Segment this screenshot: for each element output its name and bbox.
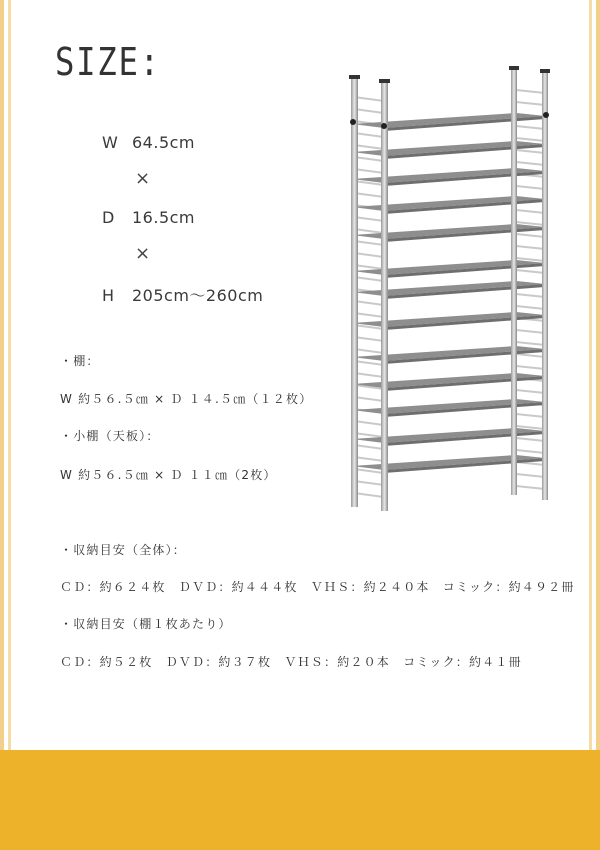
times-sign: × <box>135 168 151 189</box>
width-value: 64.5cm <box>132 133 196 152</box>
side-rung <box>354 421 384 425</box>
capacity-total-heading: ・収納目安（全体）： <box>60 543 187 557</box>
side-rung <box>516 294 545 297</box>
side-rung <box>354 145 384 149</box>
side-rung <box>516 354 545 357</box>
side-rung <box>354 169 384 173</box>
side-rung <box>354 361 384 365</box>
front-pole-right <box>381 83 388 511</box>
side-rung <box>516 90 545 93</box>
capacity-per: ＣＤ：約５２枚 ＤＶＤ：約３７枚 ＶＨＳ：約２０本 コミック：約４１冊 <box>60 655 522 669</box>
side-rung <box>354 481 384 485</box>
side-rung <box>354 445 384 449</box>
depth-key: D <box>102 208 115 227</box>
side-rung <box>354 253 384 257</box>
pole-joint <box>381 123 387 129</box>
side-rung <box>516 438 545 441</box>
side-rung <box>516 450 545 453</box>
side-rung <box>354 373 384 377</box>
times-sign: × <box>135 243 151 264</box>
depth-dimension <box>102 208 195 227</box>
side-rung <box>516 186 545 189</box>
pole-cap <box>509 66 519 70</box>
shelf-size: W 約５６.５㎝ × Ｄ １４.５㎝（１２枚） <box>60 392 313 406</box>
side-rung <box>354 397 384 401</box>
side-rung <box>354 109 384 113</box>
side-rung <box>354 133 384 137</box>
side-rung <box>354 433 384 437</box>
side-rung <box>516 270 545 273</box>
pole-cap <box>349 75 360 79</box>
capacity-total: ＣＤ：約６２４枚 ＤＶＤ：約４４４枚 ＶＨＳ：約２４０本 コミック：約４９２冊 <box>60 580 575 594</box>
pole-cap <box>379 79 390 83</box>
side-rung <box>516 330 545 333</box>
width-key: W <box>102 133 119 152</box>
side-rung <box>516 306 545 309</box>
side-rung <box>354 469 384 473</box>
side-rung <box>354 301 384 305</box>
page-title: SIZE: <box>55 40 161 84</box>
side-rung <box>354 313 384 317</box>
side-rung <box>354 229 384 233</box>
side-rung <box>354 157 384 161</box>
side-rung <box>516 138 545 141</box>
left-border-stripe-inner <box>8 0 11 750</box>
pole-joint <box>350 119 356 125</box>
side-rung <box>354 217 384 221</box>
width-dimension <box>102 133 195 152</box>
side-rung <box>516 390 545 393</box>
depth-value: 16.5cm <box>132 208 196 227</box>
small-shelf-size: W 約５６.５㎝ × Ｄ １１㎝（2枚） <box>60 468 277 482</box>
side-rung <box>354 97 384 101</box>
side-rung <box>516 210 545 213</box>
pole-cap <box>540 69 550 73</box>
shelf-heading: ・棚： <box>60 354 100 368</box>
side-rung <box>354 193 384 197</box>
side-rung <box>354 337 384 341</box>
side-rung <box>354 277 384 281</box>
side-rung <box>516 246 545 249</box>
side-rung <box>354 349 384 353</box>
side-rung <box>516 126 545 129</box>
left-border-stripe <box>0 0 4 750</box>
right-border-stripe <box>596 0 600 750</box>
side-rung <box>516 414 545 417</box>
back-pole-right <box>511 70 517 495</box>
height-value: 205cm〜260cm <box>132 286 264 305</box>
shelf-product-illustration <box>330 55 570 525</box>
side-rung <box>516 162 545 165</box>
side-rung <box>354 457 384 461</box>
side-rung <box>516 150 545 153</box>
footer-band <box>0 750 600 850</box>
capacity-per-heading: ・収納目安（棚１枚あたり） <box>60 617 232 631</box>
side-rung <box>516 342 545 345</box>
side-rung <box>354 493 384 497</box>
height-key: H <box>102 286 115 305</box>
small-shelf-heading: ・小棚（天板）： <box>60 429 160 443</box>
side-rung <box>516 474 545 477</box>
side-rung <box>354 241 384 245</box>
pole-joint <box>543 112 549 118</box>
height-dimension <box>102 283 263 306</box>
side-rung <box>516 102 545 105</box>
side-rung <box>516 366 545 369</box>
front-pole-left <box>351 79 358 507</box>
side-rung <box>516 486 545 489</box>
back-pole-far-right <box>542 73 548 500</box>
side-rung <box>354 265 384 269</box>
side-rung <box>516 234 545 237</box>
right-border-stripe-inner <box>589 0 592 750</box>
